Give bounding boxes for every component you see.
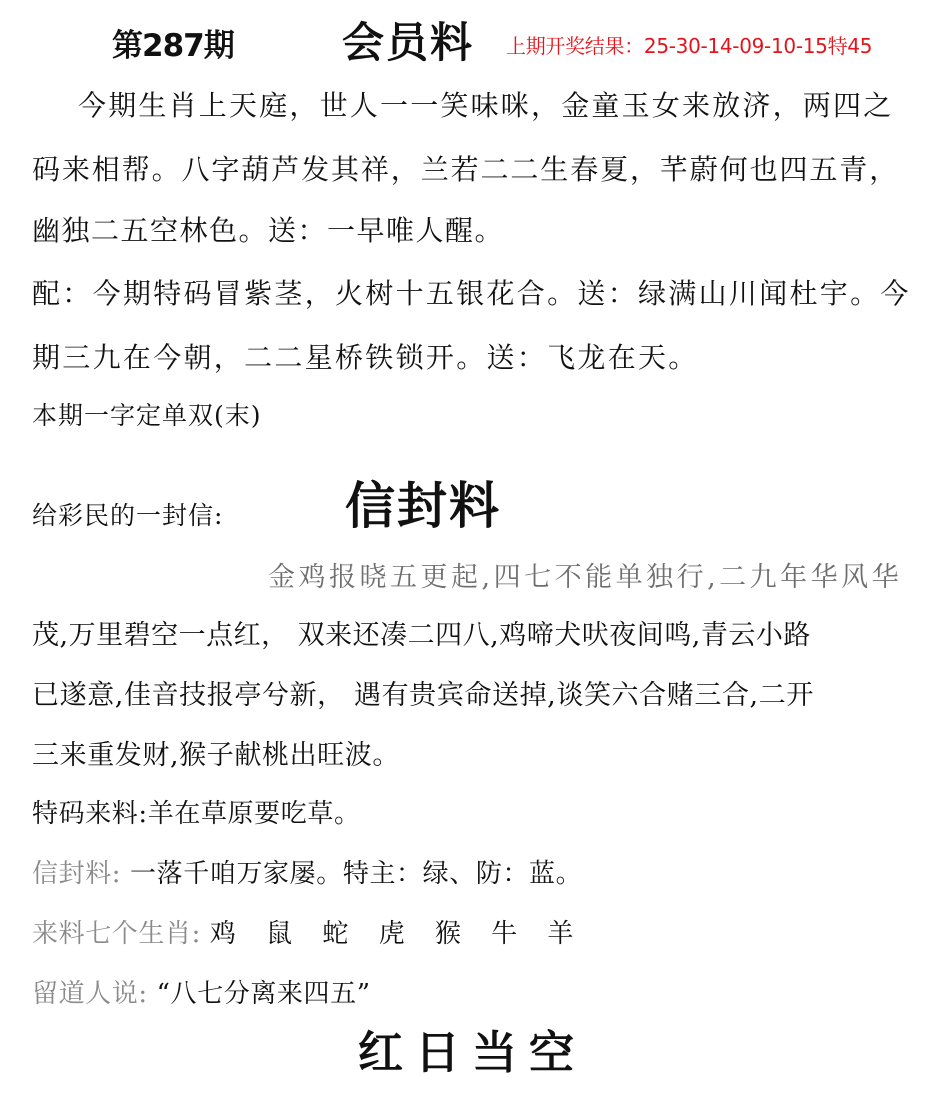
envelope-line: [32, 853, 582, 890]
last-draw-result: 上期开奖结果：25-30-14-09-10-15特45: [506, 34, 873, 58]
zodiac-list: 鸡 鼠 蛇 虎 猴 牛 羊: [209, 919, 585, 949]
letter-label: 给彩民的一封信:: [32, 501, 224, 530]
member-line-6: 本期一字定单双(末): [32, 401, 262, 430]
special-code-line: 特码来料:羊在草原要吃草。: [32, 799, 361, 829]
letter-line-2: 茂,万里碧空一点红， 双来还凑二四八,鸡啼犬吠夜间鸣,青云小路: [32, 620, 811, 651]
envelope-text: 一落千咱万家屡。特主：绿、防：蓝。: [130, 859, 583, 889]
member-line-5: 期三九在今朝，二二星桥铁锁开。送：飞龙在天。: [32, 341, 699, 374]
envelope-label: 信封料:: [32, 859, 122, 889]
member-line-1: 今期生肖上天庭，世人一一笑味咪，金童玉女来放济，两四之: [78, 89, 894, 122]
member-line-3: 幽独二五空林色。送：一早唯人醒。: [32, 214, 505, 247]
saying-label: 留道人说:: [32, 979, 148, 1009]
saying-text: “八七分离来四五”: [156, 979, 371, 1009]
issue-number: 第287期: [112, 28, 234, 64]
member-line-4: 配：今期特码冒紫茎，火树十五银花合。送：绿满山川闻杜宇。今: [32, 277, 911, 310]
letter-line-1: 金鸡报晓五更起,四七不能单独行,二九年华风华: [268, 562, 903, 593]
zodiac-line: [32, 913, 584, 950]
member-line-2: 码来相帮。八字葫芦发其祥，兰若二二生春夏，芊蔚何也四五青，: [32, 153, 900, 186]
final-phrase: 红日当空: [358, 1026, 587, 1079]
saying-line: [32, 973, 371, 1010]
page-title: 会员料: [342, 18, 475, 67]
letter-line-3: 已遂意,佳音技报亭兮新， 遇有贵宾命送掉,谈笑六合赌三合,二开: [32, 680, 814, 711]
letter-line-4: 三来重发财,猴子献桃出旺波。: [32, 740, 400, 771]
letter-title: 信封料: [345, 476, 501, 535]
zodiac-label: 来料七个生肖:: [32, 919, 201, 949]
